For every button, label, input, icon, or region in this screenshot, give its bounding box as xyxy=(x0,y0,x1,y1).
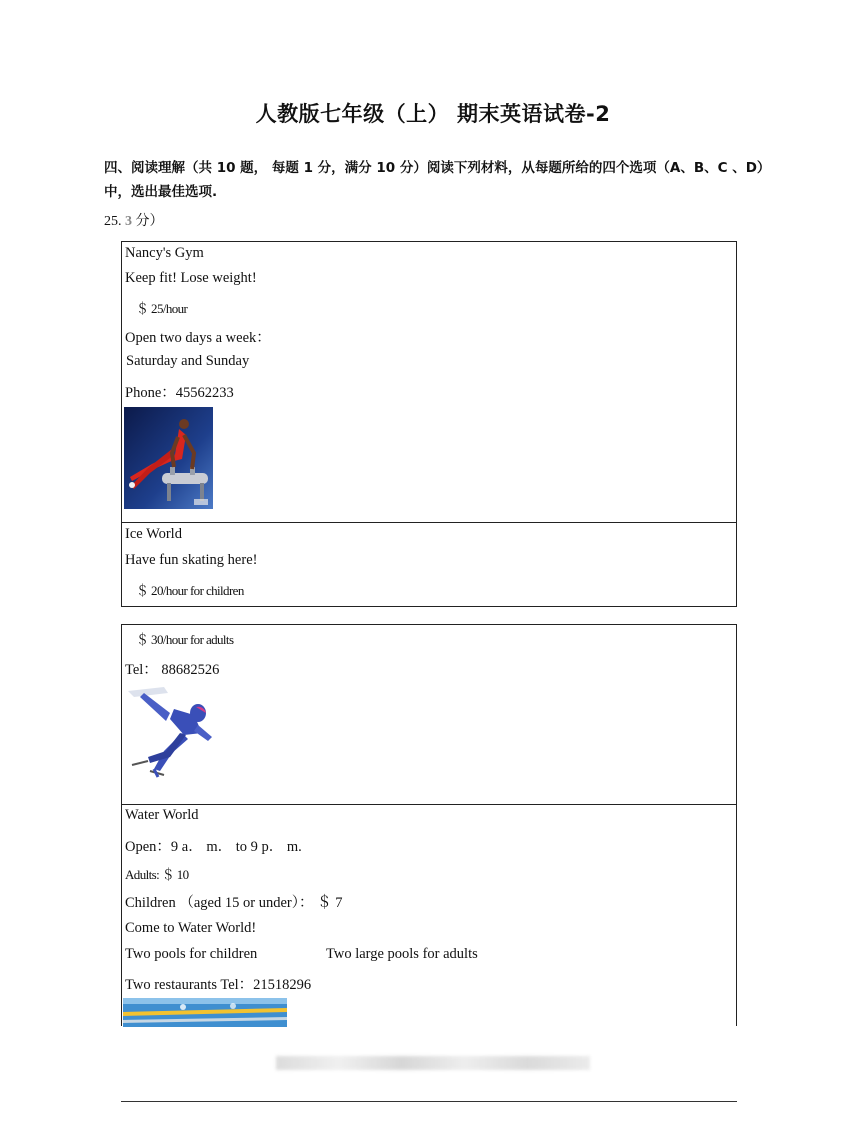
water-invite: Come to Water World! xyxy=(125,920,257,936)
gym-price: ＄ 25/hour xyxy=(136,301,188,316)
water-pools-children: Two pools for children xyxy=(125,946,258,962)
gym-slogan: Keep fit! Lose weight! xyxy=(125,270,257,286)
water-children: Children （aged 15 or under）： ＄ 7 xyxy=(125,895,343,911)
water-pools-adults: Two large pools for adults xyxy=(326,946,478,962)
question-number-label: 25. xyxy=(104,214,122,229)
skater-image xyxy=(124,685,216,785)
section-instructions: 四、阅读理解（共 10 题， 每题 1 分，满分 10 分）阅读下列材料，从每题所给的四个选项（A、B、C 、D）中，选出最佳选项. xyxy=(104,160,764,200)
gym-days: Saturday and Sunday xyxy=(126,353,250,369)
ads-table-part-1 xyxy=(121,241,737,607)
ice-price-adults: ＄ 30/hour for adults xyxy=(136,632,234,647)
nancys-gym-cell xyxy=(122,242,736,523)
gym-phone: Phone：45562233 xyxy=(125,385,234,401)
ice-world-name: Ice World xyxy=(125,526,182,542)
ice-tel: Tel： 88682526 xyxy=(125,662,220,678)
question-points-suffix: 分） xyxy=(135,214,164,229)
ads-table-part-2 xyxy=(121,624,737,1026)
water-world-cell xyxy=(122,805,736,1027)
water-world-name: Water World xyxy=(125,807,199,823)
water-restaurants: Two restaurants Tel：21518296 xyxy=(125,977,312,993)
gym-name: Nancy's Gym xyxy=(125,245,204,261)
gym-open-label: Open two days a week： xyxy=(125,330,271,346)
ice-world-slogan: Have fun skating here! xyxy=(125,552,258,568)
ice-price-children: ＄ 20/hour for children xyxy=(136,583,244,598)
gymnast-image xyxy=(124,407,213,509)
page-title: 人教版七年级（上） 期末英语试卷-2 xyxy=(255,102,611,126)
pool-image xyxy=(123,998,287,1027)
water-adults: Adults: ＄ 10 xyxy=(125,867,189,882)
water-open: Open：9 a． m． to 9 p． m. xyxy=(125,839,302,855)
footer-watermark xyxy=(276,1056,590,1070)
ice-world-cell-bottom xyxy=(122,625,736,805)
footer-divider xyxy=(121,1101,737,1102)
question-number xyxy=(104,210,164,230)
question-points: 3 xyxy=(125,214,132,229)
ice-world-cell-top xyxy=(122,523,736,607)
